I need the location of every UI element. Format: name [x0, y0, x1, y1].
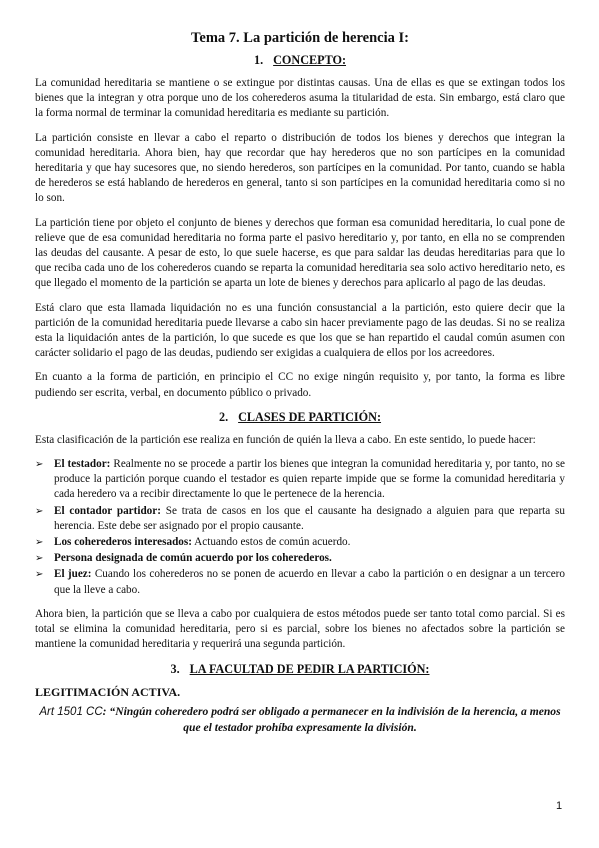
arrow-bullet-icon: ➢ — [35, 569, 44, 581]
list-item-term: El juez: — [54, 568, 92, 581]
section-1-title: CONCEPTO: — [273, 53, 347, 67]
page-content — [35, 30, 565, 736]
list-item-term: Persona designada de común acuerdo por los coherederos. — [54, 552, 332, 565]
paragraph: Está claro que esta llamada liquidación no es una función consustancial a la partición, esto quiere decir que la partición de la comunidad hereditaria puede llevarse a cabo sin hacer previamente pago de las deudas. Si no se realiza esta la liquidación antes de la partición, lo que sucede es que los que se han repartido el caudal común asumen con carácter solidario el pago de las deudas, pudiendo ser exigidas a cualquiera de ellos por los acreedores. — [35, 301, 565, 360]
arrow-bullet-icon: ➢ — [35, 459, 44, 471]
section-1-heading — [35, 53, 565, 68]
section-3-title: LA FACULTAD DE PEDIR LA PARTICIÓN: — [189, 661, 430, 676]
article-quote-text: : “Ningún coheredero podrá ser obligado a permanecer en la indivisión de la herencia, a menos que el testador prohíba expresamente la división. — [102, 704, 561, 734]
section-1-number: 1. — [253, 53, 264, 67]
list-item-term: El contador partidor: — [54, 504, 161, 517]
list-item-term: Los coherederos interesados: — [54, 536, 192, 549]
list-item — [35, 504, 565, 534]
document-title: Tema 7. La partición de herencia I: — [191, 30, 409, 46]
list-item — [35, 551, 565, 566]
arrow-bullet-icon: ➢ — [35, 553, 44, 565]
list-item — [35, 457, 565, 503]
list-item-text: Realmente no se procede a partir los bienes que integran la comunidad hereditaria y, por tanto, no se produce la partición porque cuando el testador es quien reparte impide que se forme la comunidad hereditaria y cada heredero va a recibir directamente lo que le pertenece de la herencia. — [54, 458, 565, 501]
section-3-heading — [35, 662, 565, 677]
paragraph: La comunidad hereditaria se mantiene o se extingue por distintas causas. Una de ellas es que se extingan todos los bienes que la integran y otra porque uno de los coherederos asuma la titularidad de esta. Sin embargo, está claro que la forma normal de terminar la comunidad hereditaria es mediante su partición. — [35, 77, 565, 120]
section-2-title: CLASES DE PARTICIÓN: — [238, 409, 382, 424]
section-2-intro: Esta clasificación de la partición ese realiza en función de quién la lleva a cabo. En este sentido, lo puede hacer: — [35, 433, 536, 446]
article-quote — [35, 704, 565, 736]
section-3-subheading: LEGITIMACIÓN ACTIVA. — [35, 684, 181, 699]
list-item-text: Se trata de casos en los que el causante ha designado a alguien para que reparta su herencia. Este debe ser asignado por el propio causante. — [54, 504, 566, 532]
page-number: 1 — [556, 800, 563, 812]
arrow-bullet-icon: ➢ — [35, 505, 44, 517]
list-item-text: Actuando estos de común acuerdo. — [191, 536, 351, 549]
list-item-term: El testador: — [54, 458, 111, 471]
partition-types-list — [35, 457, 565, 598]
paragraph: En cuanto a la forma de partición, en principio el CC no exige ningún requisito y, por tanto, la forma es libre pudiendo ser escrita, verbal, en documento público o privado. — [35, 371, 565, 399]
section-2-heading — [35, 410, 565, 425]
arrow-bullet-icon: ➢ — [35, 537, 44, 549]
list-item — [35, 535, 565, 550]
article-reference: Art 1501 CC — [39, 705, 103, 718]
section-2-closing: Ahora bien, la partición que se lleva a cabo por cualquiera de estos métodos puede ser tanto total como parcial. Si es total se elimina la comunidad hereditaria, pero si es parcial, sobre los bienes no afectados sobre la partición se mantiene la comunidad hereditaria y requerirá una segunda partición. — [35, 607, 565, 651]
list-item — [35, 567, 565, 597]
section-2-number: 2. — [218, 409, 229, 424]
paragraph: La partición consiste en llevar a cabo el reparto o distribución de todos los bienes y derechos que integran la comunidad hereditaria. Ahora bien, hay que recordar que hay herederos que no son partícipes en la comunidad hereditaria y que hay sucesores que, no siendo herederos, son partícipes en la comunidad. Por tanto, cuando se habla de herederos se está hablando de herederos en general, tanto si son partícipes en la comunidad hereditaria como si no lo son. — [35, 131, 565, 205]
list-item-text: Cuando los coherederos no se ponen de acuerdo en llevar a cabo la partición o en designar a un tercero que la lleve a cabo. — [54, 568, 565, 596]
section-3-number: 3. — [170, 661, 180, 676]
paragraph: La partición tiene por objeto el conjunto de bienes y derechos que forman esa comunidad hereditaria, lo cual pone de relieve que de esa comunidad hereditaria no forma parte el pasivo hereditario y, por tanto, en ella no se comprenden las deudas del causante. A pesar de esto, lo que suele hacerse, es que para saldar las deudas hereditarias para que lo que reciba cada uno de los coherederos cuando se reparta la comunidad hereditaria sea solo activo hereditario neto, es que llegado el momento de la partición se aparta un lote de bienes y derechos para aplicarlo al pago de las deudas. — [35, 216, 565, 290]
